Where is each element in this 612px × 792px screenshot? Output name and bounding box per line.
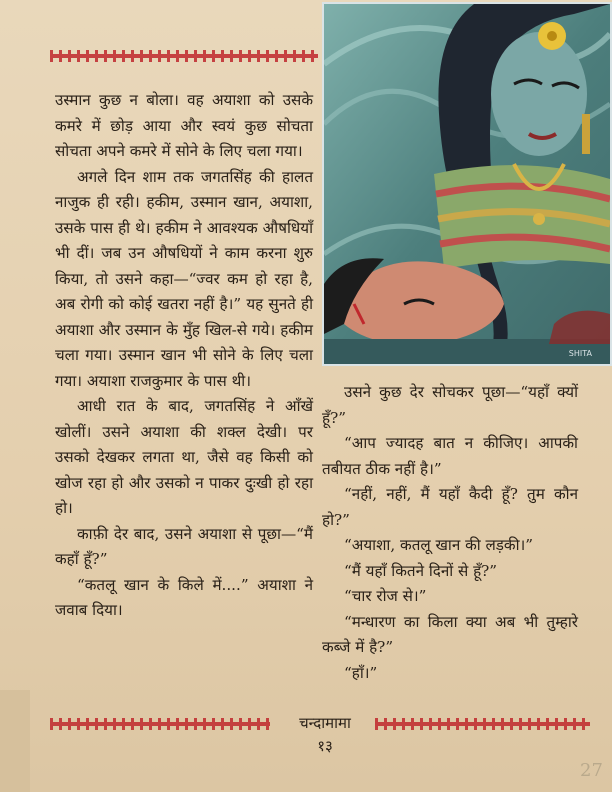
torn-corner [0, 690, 30, 792]
story-illustration [322, 2, 612, 366]
left-paragraph-1: उस्मान कुछ न बोला। वह अयाशा को उसके कमरे में छोड़ आया और स्वयं कुछ सोचता सोचता अपने कमरे में सोने के लिए चला गया। [55, 91, 313, 160]
right-paragraph-8: “हाँ।” [344, 663, 378, 682]
right-paragraph-7: “मन्धारण का किला क्या अब भी तुम्हारे कब्जे में है?” [322, 612, 578, 656]
page-number: १३ [317, 737, 333, 755]
right-paragraph-1: उसने कुछ देर सोचकर पूछा—“यहाँ क्यों हूँ?” [322, 383, 578, 427]
left-paragraph-3: आधी रात के बाद, जगतसिंह ने आँखें खोलीं। उसने अयाशा की शक्ल देखी। पर उसको देखकर लगता था, जैसे वह किसी को खोज रहा हो और उसको न पाकर दुःखी हो रहा हो। [55, 397, 313, 517]
right-text-column [322, 380, 578, 686]
magazine-title: चन्दामामा [299, 714, 351, 732]
right-paragraph-5: “मैं यहाँ कितने दिनों से हूँ?” [344, 561, 498, 580]
right-paragraph-3: “नहीं, नहीं, मैं यहाँ कैदी हूँ? तुम कौन हो?” [322, 485, 578, 529]
right-paragraph-4: “अयाशा, कतलू खान की लड़की।” [344, 536, 534, 554]
decorative-border-bottom-right [375, 718, 590, 730]
right-paragraph-6: “चार रोज से।” [344, 587, 427, 605]
artist-signature: SHITA [568, 349, 592, 358]
left-paragraph-4: काफ़ी देर बाद, उसने अयाशा से पूछा—“मैं कहाँ हूँ?” [55, 524, 313, 568]
left-text-column [55, 88, 313, 624]
left-paragraph-5: “कतलू खान के किले में....” अयाशा ने जवाब दिया। [55, 575, 313, 619]
corner-mark: 27 [580, 760, 603, 781]
illustration-art [324, 4, 610, 364]
left-paragraph-2: अगले दिन शाम तक जगतसिंह की हालत नाजुक ही रही। हकीम, उस्मान खान, अयाशा, उसके पास ही थे। हकीम ने आवश्यक औषधियाँ भी दीं। जब उन औषधियों ने काम करना शुरु किया, तो उसने कहा—“ज्वर कम हो रहा है, अब रोगी को कोई खतरा नहीं है।” यह सुनते ही अयाशा और उस्मान के मुँह खिल-से गये। हकीम चला गया। उस्मान खान भी सोने के लिए चला गया। अयाशा राजकुमार के पास थी। [55, 167, 313, 390]
decorative-border-bottom-left [50, 718, 270, 730]
right-paragraph-2: “आप ज्यादह बात न कीजिए। आपकी तबीयत ठीक नहीं है।” [322, 434, 578, 478]
decorative-border-top [50, 50, 318, 62]
